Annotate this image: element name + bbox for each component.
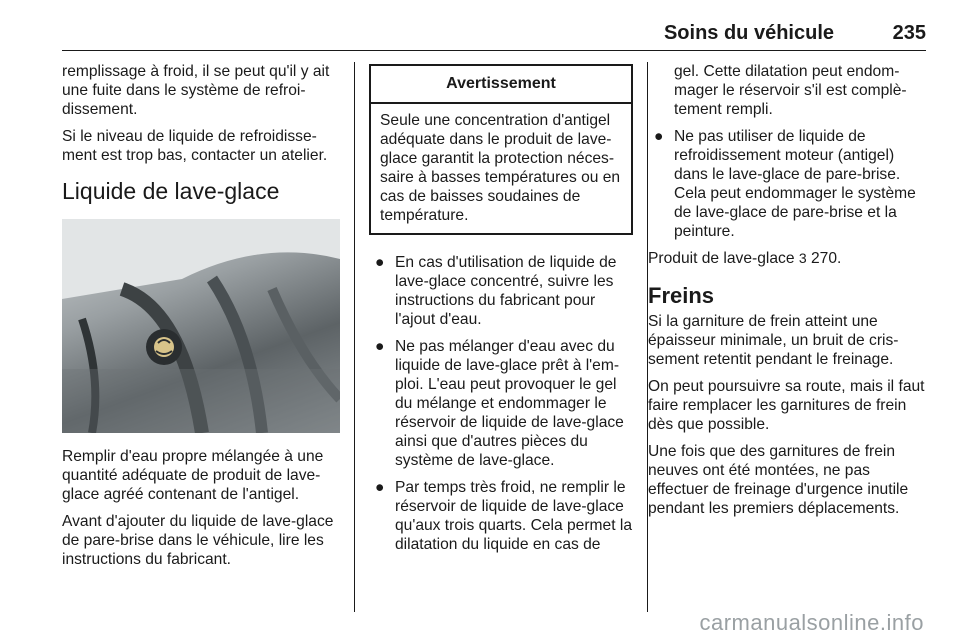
washer-instructions-paragraph: Avant d'ajouter du liquide de lave-glace de pare-brise dans le véhicule, lire les instructions du fabricant. <box>62 513 334 568</box>
page-reference-link[interactable]: 270. <box>810 250 842 267</box>
list-item: ● Ne pas mélanger d'eau avec du liquide de lave-glace prêt à l'em-ploi. L'eau peut provoquer le gel du mélange et endommager le réservoir de liquide de lave-glace ainsi que d'autres pièces du système de lave-glace. <box>375 338 624 469</box>
warning-title: Avertissement <box>371 66 631 104</box>
bullet-icon: ● <box>375 254 385 271</box>
page-header <box>62 22 926 48</box>
new-brake-paragraph: Une fois que des garnitures de frein neuves ont été montées, ne pas effectuer de freinage d'urgence inutile pendant les premiers déplacements. <box>648 443 909 517</box>
list-item: ● En cas d'utilisation de liquide de lave-glace concentré, suivre les instructions du fabricant pour l'ajout d'eau. <box>375 254 617 328</box>
bullet-icon: ● <box>375 479 385 496</box>
washer-bullet-list <box>369 253 633 554</box>
page-number: 235 <box>892 22 926 44</box>
brakes-heading: Freins <box>648 283 715 308</box>
brake-replace-paragraph: On peut poursuivre sa route, mais il faut faire remplacer les garnitures de frein dès que possible. <box>648 378 925 433</box>
page-reference-arrow-icon: 3 <box>798 250 807 266</box>
coolant-leak-paragraph: remplissage à froid, il se peut qu'il y ait une fuite dans le système de refroi-dissement. <box>62 63 330 118</box>
coolant-level-paragraph: Si le niveau de liquide de refroidisse-ment est trop bas, contacter un atelier. <box>62 128 328 164</box>
column-left <box>62 62 340 577</box>
list-item: ● Par temps très froid, ne remplir le réservoir de liquide de lave-glace qu'aux trois quarts. Cela permet la dilatation du liquide en cas de <box>375 479 632 553</box>
list-item: ● Ne pas utiliser de liquide de refroidissement moteur (antigel) dans le lave-glace de pare-brise. Cela peut endommager le système de lave-glace de pare-brise et la peinture. <box>654 128 916 240</box>
header-divider <box>62 50 926 51</box>
warning-box <box>369 64 633 235</box>
washer-fill-paragraph: Remplir d'eau propre mélangée à une quantité adéquate de produit de lave-glace agréé contenant de l'antigel. <box>62 448 324 503</box>
brake-wear-paragraph: Si la garniture de frein atteint une épaisseur minimale, un bruit de cris-sement retentit pendant le freinage. <box>648 313 899 368</box>
product-reference: Produit de lave-glace 3 270. <box>648 250 842 267</box>
section-title: Soins du véhicule <box>663 22 834 44</box>
bullet-continuation: gel. Cette dilatation peut endom-mager le réservoir s'il est complè-tement rempli. <box>674 63 907 118</box>
column-middle <box>369 62 633 562</box>
coolant-bullet-list <box>648 127 928 241</box>
watermark: carmanualsonline.info <box>699 610 924 635</box>
washer-fluid-heading: Liquide de lave-glace <box>62 178 280 204</box>
warning-body: Seule une concentration d'antigel adéquate dans le produit de lave-glace garantit la protection néces-saire à basses températures ou en cas de baisses soudaines de température. <box>380 112 621 224</box>
bullet-icon: ● <box>375 338 385 355</box>
bullet-icon: ● <box>654 128 664 145</box>
column-right <box>648 62 928 526</box>
engine-bay-photo <box>62 219 340 433</box>
column-divider-left <box>354 62 355 612</box>
